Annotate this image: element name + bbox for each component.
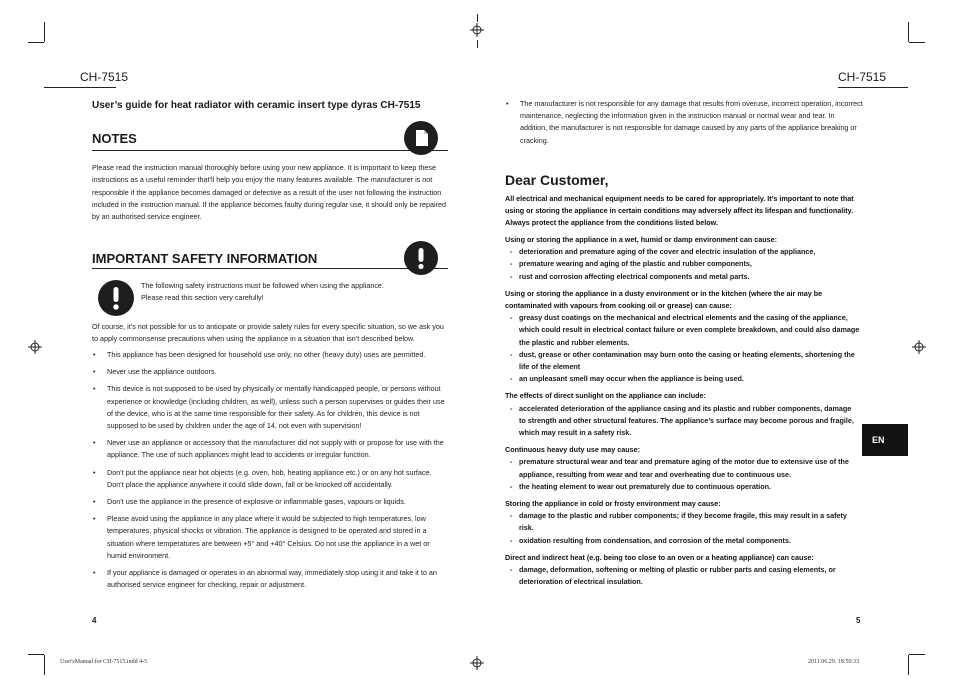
footer-filename: User'sManual for CH-7515.indd 4-5 bbox=[60, 659, 148, 665]
condition-group bbox=[505, 552, 860, 589]
list-item: • Don’t put the appliance near hot objects (e.g. oven, hob, heating appliance etc.) or on any hot surface. Don’t place the appliance anywhere it could slide down, fall or be knocked off accidentally. bbox=[92, 467, 448, 491]
condition-heading: Using or storing the appliance in a wet, humid or damp environment can cause: bbox=[505, 235, 777, 244]
crop-mark bbox=[908, 655, 909, 675]
list-item: • Never use an appliance or accessory that the manufacturer did not supply with or propose for use with the appliance. The use of such appliances might lead to accidents or irregular function. bbox=[92, 437, 448, 461]
crop-mark bbox=[909, 654, 925, 655]
page-number-left: 4 bbox=[92, 616, 97, 625]
list-item: • Don’t use the appliance in the presence of explosive or inflammable gases, vapours or liquids. bbox=[92, 496, 448, 508]
language-tab bbox=[862, 424, 908, 456]
footer-timestamp: 2011.06.29. 18:50:33 bbox=[808, 659, 860, 665]
manufacturer-bullet bbox=[505, 98, 863, 152]
crop-mark bbox=[909, 42, 925, 43]
condition-group bbox=[505, 498, 860, 547]
registration-mark-icon bbox=[912, 340, 926, 354]
condition-heading: Continuous heavy duty use may cause: bbox=[505, 445, 641, 455]
notes-text: Please read the instruction manual thoroughly before using your new appliance. It is important to keep these instructions as a useful reminder that’ll help you enjoy the many features available. The manufacturer is not responsible if the appliance becomes damaged or defective as a result of the user not following the instruction included in the instruction manual. If the appliance becomes faulty during regular use, it should only be repaired by an authorised service engineer. bbox=[92, 163, 446, 222]
header-rule-left bbox=[44, 87, 116, 88]
list-item: • If your appliance is damaged or operates in an abnormal way, immediately stop using it and take it to an authorised service engineer for checking, repair or adjustment. bbox=[92, 567, 448, 591]
registration-mark-icon bbox=[28, 340, 42, 354]
dear-customer-title: Dear Customer, bbox=[505, 172, 609, 188]
list-item: - greasy dust coatings on the mechanical and electrical elements and the casing of the appliance, which could result in electrical contact failure or even complete breakdown, and could also damage the plastic and rubber elements. bbox=[505, 312, 860, 349]
list-item: - damage, deformation, softening or melting of plastic or rubber parts and casing elements, or deterioration of electrical insulation. bbox=[505, 564, 860, 588]
list-item: • The manufacturer is not responsible for any damage that results from overuse, incorrect operation, incorrect maintenance, neglecting the information given in the instruction manual or normal wear and tear. In addition, the manufacturer is not responsible for damage caused by any parts of the appliance breaking or cracking. bbox=[505, 98, 863, 147]
safety-intro-1: The following safety instructions must be followed when using the appliance. bbox=[141, 281, 384, 290]
condition-heading: Direct and indirect heat (e.g. being too close to an oven or a heating appliance) can cause: bbox=[505, 552, 814, 562]
guide-subtitle: User’s guide for heat radiator with ceramic insert type dyras CH-7515 bbox=[92, 100, 421, 111]
intro-text: All electrical and mechanical equipment needs to be cared for appropriately. It’s important to note that using or storing the appliance in certain conditions may adversely affect its lifespan and functionality. Always protect the appliance from the conditions listed below. bbox=[505, 194, 854, 228]
list-item: - premature structural wear and tear and premature aging of the motor due to extensive use of the appliance, resulting from wear and tear and overheating due to continuous use. bbox=[505, 456, 860, 480]
list-item: - the heating element to wear out prematurely due to continuous operation. bbox=[505, 481, 860, 493]
condition-heading: The effects of direct sunlight on the appliance can include: bbox=[505, 391, 706, 401]
header-rule-right bbox=[838, 87, 908, 88]
condition-group bbox=[505, 234, 860, 283]
list-item: - accelerated deterioration of the appliance casing and its plastic and rubber components, damage to strength and other structural features. The appliance’s surface may become porous and fragile, which may result in a safety risk. bbox=[505, 403, 860, 440]
safety-bullet-list bbox=[92, 349, 448, 596]
crop-mark bbox=[44, 655, 45, 675]
list-item: - rust and corrosion affecting electrical components and metal parts. bbox=[505, 271, 860, 283]
page-number-right: 5 bbox=[856, 616, 861, 625]
exclamation-icon bbox=[404, 241, 438, 275]
crop-mark bbox=[477, 40, 478, 48]
crop-mark bbox=[477, 14, 478, 22]
list-item: - an unpleasant smell may occur when the appliance is being used. bbox=[505, 373, 860, 385]
language-tab-label: EN bbox=[872, 435, 885, 445]
list-item: - damage to the plastic and rubber components; if they become fragile, this may result in a safety risk. bbox=[505, 510, 860, 534]
list-item: • This device is not supposed to be used by physically or mentally handicapped people, or persons without experience or knowledge (including children, as well), unless such a person supervises or guides their use of the device, who is at the same time responsible for their safety. As for children, this device is not supposed to be used by children under the age of 14, not even with supervision! bbox=[92, 383, 448, 432]
safety-intro-2: Please read this section very carefully! bbox=[141, 293, 264, 302]
crop-mark bbox=[28, 42, 44, 43]
safety-heading: IMPORTANT SAFETY INFORMATION bbox=[92, 251, 318, 266]
safety-paragraph: Of course, it’s not possible for us to anticipate or provide safety rules for every specific situation, so we ask you to apply commonsense precautions when using the appliance in a situation that isn’t described below. bbox=[92, 322, 444, 344]
warning-icon bbox=[98, 280, 134, 316]
list-item: • Never use the appliance outdoors. bbox=[92, 366, 448, 378]
condition-heading: Using or storing the appliance in a dusty environment or in the kitchen (where the air may be contaminated with vapours from cooking oil or grease) can cause: bbox=[505, 288, 823, 311]
condition-group bbox=[505, 288, 860, 386]
list-item: - dust, grease or other contamination may burn onto the casing or heating elements, shortening the life of the element bbox=[505, 349, 860, 373]
list-item: • This appliance has been designed for household use only, no other (heavy duty) uses are permitted. bbox=[92, 349, 448, 361]
condition-group bbox=[505, 444, 860, 493]
registration-mark-icon bbox=[470, 656, 484, 670]
notes-heading: NOTES bbox=[92, 131, 137, 146]
registration-mark-icon bbox=[470, 23, 484, 37]
crop-mark bbox=[28, 654, 44, 655]
model-label-left: CH-7515 bbox=[80, 70, 129, 84]
crop-mark bbox=[908, 22, 909, 42]
list-item: • Please avoid using the appliance in any place where it would be subjected to high temperatures, low temperatures, physical shocks or vibration. The appliance is designed to be operated and stored in a situation where temperatures are between +5° and +40° Celsius. Do not use the appliance in a wet or humid environment. bbox=[92, 513, 448, 562]
condition-group bbox=[505, 390, 860, 439]
notes-rule bbox=[92, 150, 448, 151]
crop-mark bbox=[44, 22, 45, 42]
model-label-right: CH-7515 bbox=[838, 70, 887, 84]
safety-rule bbox=[92, 268, 448, 269]
list-item: - oxidation resulting from condensation, and corrosion of the metal components. bbox=[505, 535, 860, 547]
document-icon bbox=[404, 121, 438, 155]
list-item: - deterioration and premature aging of the cover and electric insulation of the appliance, bbox=[505, 246, 860, 258]
list-item: - premature wearing and aging of the plastic and rubber components, bbox=[505, 258, 860, 270]
condition-heading: Storing the appliance in cold or frosty environment may cause: bbox=[505, 499, 721, 509]
conditions-section bbox=[505, 234, 860, 593]
